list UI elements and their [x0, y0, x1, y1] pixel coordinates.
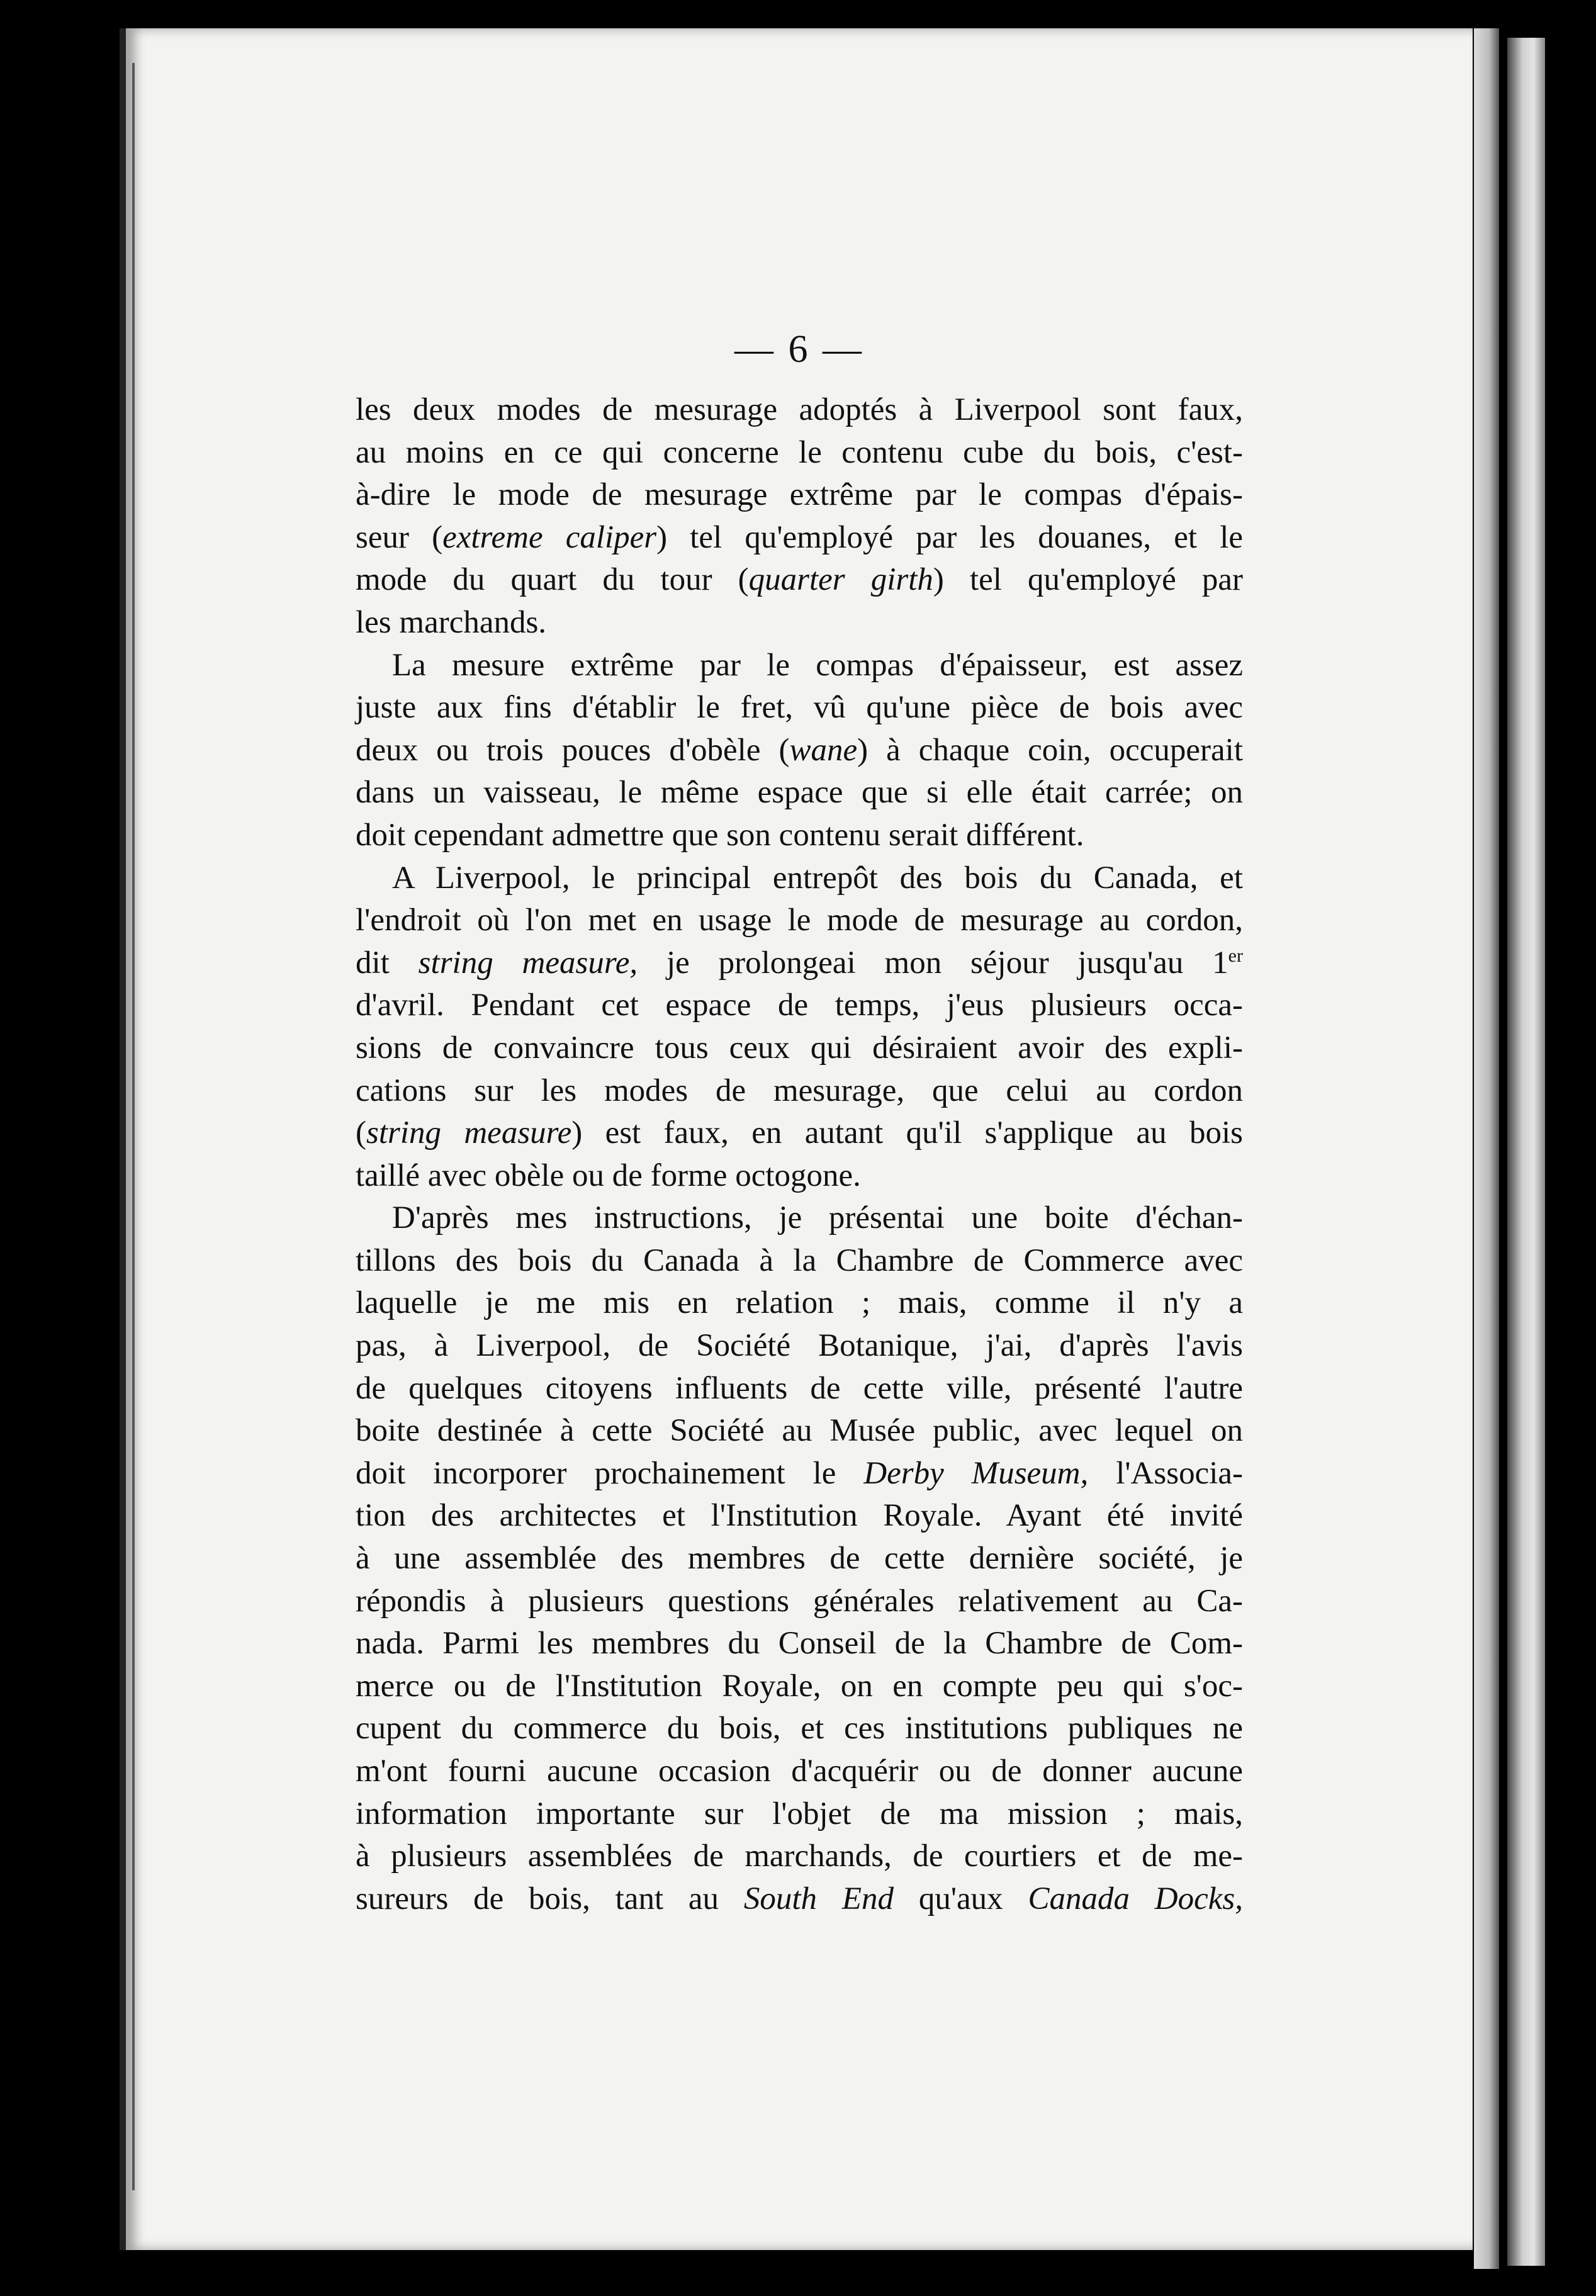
text-line: tion des architectes et l'Institution Royale. Ayant été invité [356, 1498, 1243, 1534]
text-line: les deux modes de mesurage adoptés à Liverpool sont faux, [356, 392, 1243, 427]
text-line: au moins en ce qui concerne le contenu cube du bois, c'est- [356, 434, 1243, 470]
paragraph-2 [356, 644, 1243, 857]
text-line: D'après mes instructions, je présentai une boite d'échan- [392, 1200, 1243, 1236]
italic-term: Derby Museum, [863, 1455, 1089, 1491]
text-line: cupent du commerce du bois, et ces institutions publiques ne [356, 1711, 1243, 1747]
text-line: à-dire le mode de mesurage extrême par le compas d'épais- [356, 477, 1243, 513]
paragraph-4 [356, 1197, 1243, 1920]
text-line: information importante sur l'objet de ma mission ; mais, [356, 1796, 1243, 1832]
text-line: cations sur les modes de mesurage, que celui au cordon [356, 1072, 1243, 1108]
text-line: à une assemblée des membres de cette dernière société, je [356, 1541, 1243, 1577]
italic-term: South End [743, 1881, 894, 1916]
italic-term: string measure [366, 1115, 572, 1151]
text-line: dit string measure, je prolongeai mon séjour jusqu'au 1er [356, 945, 1243, 981]
text-line: les marchands. [356, 604, 547, 640]
text-line: merce ou de l'Institution Royale, on en compte peu qui s'oc- [356, 1668, 1243, 1704]
italic-term: string measure, [418, 945, 638, 981]
text-line: laquelle je me mis en relation ; mais, comme il n'y a [356, 1285, 1243, 1321]
text-line: l'endroit où l'on met en usage le mode de mesurage au cordon, [356, 903, 1243, 938]
paragraph-3 [356, 857, 1243, 1198]
text-line: mode du quart du tour (quarter girth) tel qu'employé par [356, 562, 1243, 598]
text-line: de quelques citoyens influents de cette ville, présenté l'autre [356, 1370, 1243, 1406]
page-number: — 6 — [734, 328, 864, 371]
page-edge [1474, 28, 1499, 2269]
text-line: seur (extreme caliper) tel qu'employé par les douanes, et le [356, 519, 1243, 555]
italic-term: extreme caliper [442, 519, 657, 555]
body-text [356, 389, 1243, 1920]
text-line: pas, à Liverpool, de Société Botanique, j'ai, d'après l'avis [356, 1328, 1243, 1364]
text-line: nada. Parmi les membres du Conseil de la Chambre de Com- [356, 1626, 1243, 1662]
text-line: répondis à plusieurs questions générales relativement au Ca- [356, 1583, 1243, 1619]
italic-term: wane [789, 732, 858, 768]
text-line: juste aux fins d'établir le fret, vû qu'une pièce de bois avec [356, 690, 1243, 726]
gutter-shadow [132, 63, 135, 2190]
italic-term: Canada Docks, [1028, 1881, 1243, 1916]
text-line: La mesure extrême par le compas d'épaisseur, est assez [392, 647, 1243, 683]
text-line: m'ont fourni aucune occasion d'acquérir ou de donner aucune [356, 1753, 1243, 1789]
text-line: dans un vaisseau, le même espace que si elle était carrée; on [356, 775, 1243, 811]
text-line: sureurs de bois, tant au South End qu'aux Canada Docks, [356, 1881, 1243, 1916]
italic-term: quarter girth [748, 562, 933, 598]
paragraph-1 [356, 389, 1243, 644]
text-line: tillons des bois du Canada à la Chambre de Commerce avec [356, 1242, 1243, 1278]
text-line: sions de convaincre tous ceux qui désiraient avoir des expli- [356, 1030, 1243, 1066]
text-line: deux ou trois pouces d'obèle (wane) à chaque coin, occuperait [356, 732, 1243, 768]
next-page-edge [1507, 38, 1545, 2266]
text-line: taillé avec obèle ou de forme octogone. [356, 1157, 861, 1193]
superscript: er [1228, 945, 1243, 966]
text-line: d'avril. Pendant cet espace de temps, j'eus plusieurs occa- [356, 988, 1243, 1023]
text-line: boite destinée à cette Société au Musée public, avec lequel on [356, 1413, 1243, 1449]
text-line: à plusieurs assemblées de marchands, de courtiers et de me- [356, 1838, 1243, 1874]
text-line: (string measure) est faux, en autant qu'il s'applique au bois [356, 1115, 1243, 1151]
text-line: doit incorporer prochainement le Derby Museum, l'Associa- [356, 1455, 1244, 1491]
text-line: doit cependant admettre que son contenu serait différent. [356, 817, 1084, 853]
text-line: A Liverpool, le principal entrepôt des bois du Canada, et [392, 860, 1243, 896]
